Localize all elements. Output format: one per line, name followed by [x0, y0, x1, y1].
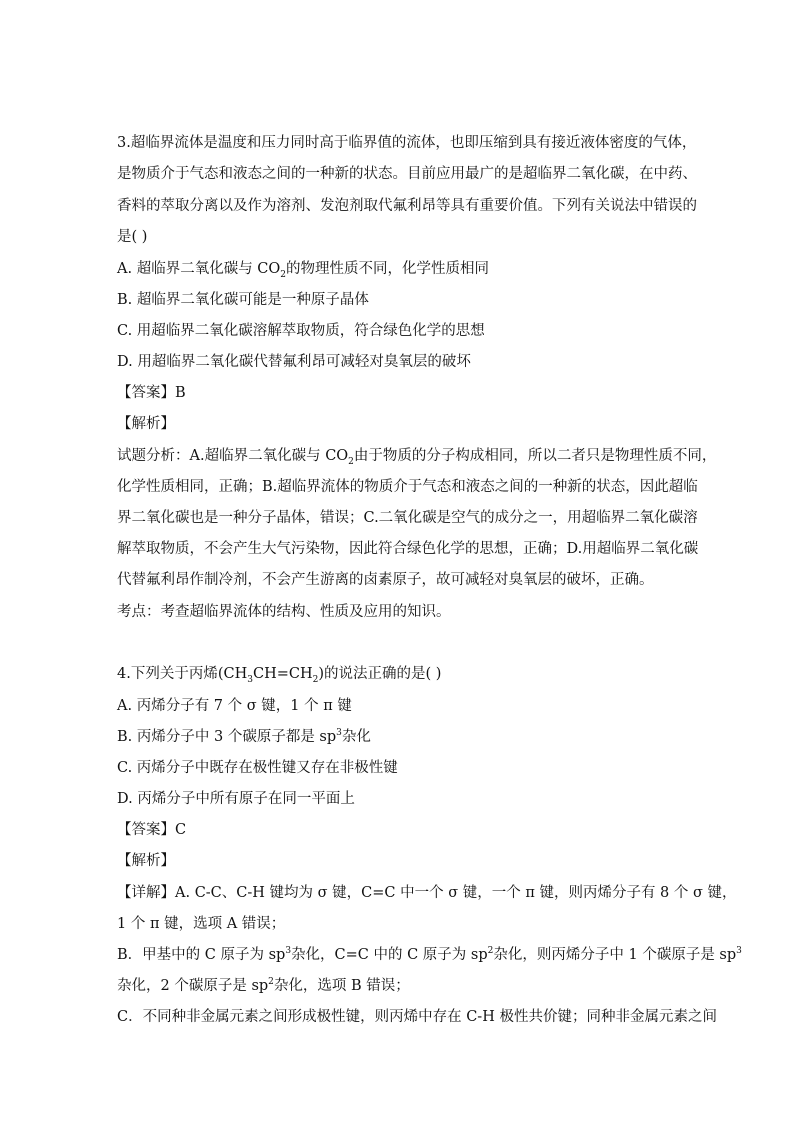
q4-stem: [117, 664, 441, 684]
q3-exp-text-2: 由于物质的分子构成相同，所以二者只是物理性质不同，: [353, 448, 717, 464]
q3-analysis-label: 【解析】: [117, 416, 175, 432]
q4-detail-line-2: 1 个 π 键，选项 A 错误；: [117, 916, 286, 932]
q4-option-b-text-2: 杂化: [341, 729, 371, 745]
q3-explanation-line-4: 解萃取物质，不会产生大气污染物，因此符合绿色化学的思想，正确；D.用超临界二氧化碳: [117, 541, 699, 557]
q4-detail-text-2: 杂化，C=C 中的 C 原子为 sp: [291, 947, 488, 963]
q4-option-b: [117, 727, 371, 747]
q4-stem-text: 4.下列关于丙烯(CH: [117, 666, 248, 682]
q4-detail-text-2: 杂化，选项 B 错误；: [273, 978, 410, 994]
q3-stem-line-3: 香料的萃取分离以及作为溶剂、发泡剂取代氟利昂等具有重要价值。下列有关说法中错误的: [117, 198, 697, 214]
q3-explanation-line-3: 界二氧化碳也是一种分子晶体，错误；C.二氧化碳是空气的成分之一，用超临界二氧化碳溶: [117, 510, 698, 526]
subscript: 2: [312, 674, 319, 685]
q3-answer: 【答案】B: [117, 385, 186, 401]
q3-explanation-line-5: 代替氟利昂作制冷剂，不会产生游离的卤素原子，故可减轻对臭氧层的破坏，正确。: [117, 572, 654, 588]
superscript: 2: [487, 946, 494, 957]
q4-detail-text: B．甲基中的 C 原子为 sp: [117, 947, 286, 963]
q4-option-c: C. 丙烯分子中既存在极性键又存在非极性键: [117, 760, 398, 776]
q4-detail-text: 杂化，2 个碳原子是 sp: [117, 978, 269, 994]
q4-option-b-text: B. 丙烯分子中 3 个碳原子都是 sp: [117, 729, 337, 745]
q4-detail-line-1: 【详解】A. C-C、C-H 键均为 σ 键，C=C 中一个 σ 键，一个 π 键，则丙烯分子有 8 个 σ 键，: [117, 885, 737, 901]
q4-stem-text-3: )的说法正确的是( ): [318, 666, 442, 682]
subscript: 2: [348, 456, 354, 467]
q3-option-d: D. 用超临界二氧化碳代替氟利昂可减轻对臭氧层的破坏: [117, 354, 471, 370]
q3-option-a-text: A. 超临界二氧化碳与 CO: [117, 261, 281, 277]
q3-explanation-line-2: 化学性质相同，正确；B.超临界流体的物质介于气态和液态之间的一种新的状态，因此超临: [117, 479, 698, 495]
q4-answer: 【答案】C: [117, 822, 187, 838]
q3-option-a-text-2: 的物理性质不同，化学性质相同: [286, 261, 490, 277]
q4-analysis-label: 【解析】: [117, 853, 175, 869]
q4-detail-line-5: C．不同种非金属元素之间形成极性键，则丙烯中存在 C-H 极性共价键；同种非金属元素之间: [117, 1009, 717, 1025]
q3-option-b: B. 超临界二氧化碳可能是一种原子晶体: [117, 292, 369, 308]
q4-stem-text-2: CH=CH: [252, 666, 313, 682]
q4-option-a: A. 丙烯分子有 7 个 σ 键，1 个 π 键: [117, 698, 352, 714]
q4-detail-text-3: 杂化，则丙烯分子中 1 个碳原子是 sp: [493, 947, 737, 963]
q3-stem-line-2: 是物质介于气态和液态之间的一种新的状态。目前应用最广的是超临界二氧化碳，在中药、: [117, 166, 697, 182]
q3-kaodian: 考点：考查超临界流体的结构、性质及应用的知识。: [117, 604, 451, 620]
superscript: 2: [268, 977, 274, 988]
q3-stem-line-1: 3.超临界流体是温度和压力同时高于临界值的流体，也即压缩到具有接近液体密度的气体，: [117, 135, 697, 151]
subscript: 3: [247, 674, 253, 685]
superscript: 3: [736, 946, 742, 957]
superscript: 3: [285, 946, 292, 957]
q3-option-c: C. 用超临界二氧化碳溶解萃取物质，符合绿色化学的思想: [117, 323, 485, 339]
q3-stem-line-4: 是( ): [117, 229, 148, 245]
q3-explanation-line-1: [117, 446, 716, 466]
superscript: 3: [336, 728, 342, 739]
q4-option-d: D. 丙烯分子中所有原子在同一平面上: [117, 791, 355, 807]
subscript: 2: [280, 269, 287, 280]
q3-exp-text: 试题分析：A.超临界二氧化碳与 CO: [117, 448, 349, 464]
q3-option-a: [117, 259, 489, 279]
q4-detail-line-3: [117, 945, 742, 965]
q4-detail-line-4: [117, 976, 410, 996]
